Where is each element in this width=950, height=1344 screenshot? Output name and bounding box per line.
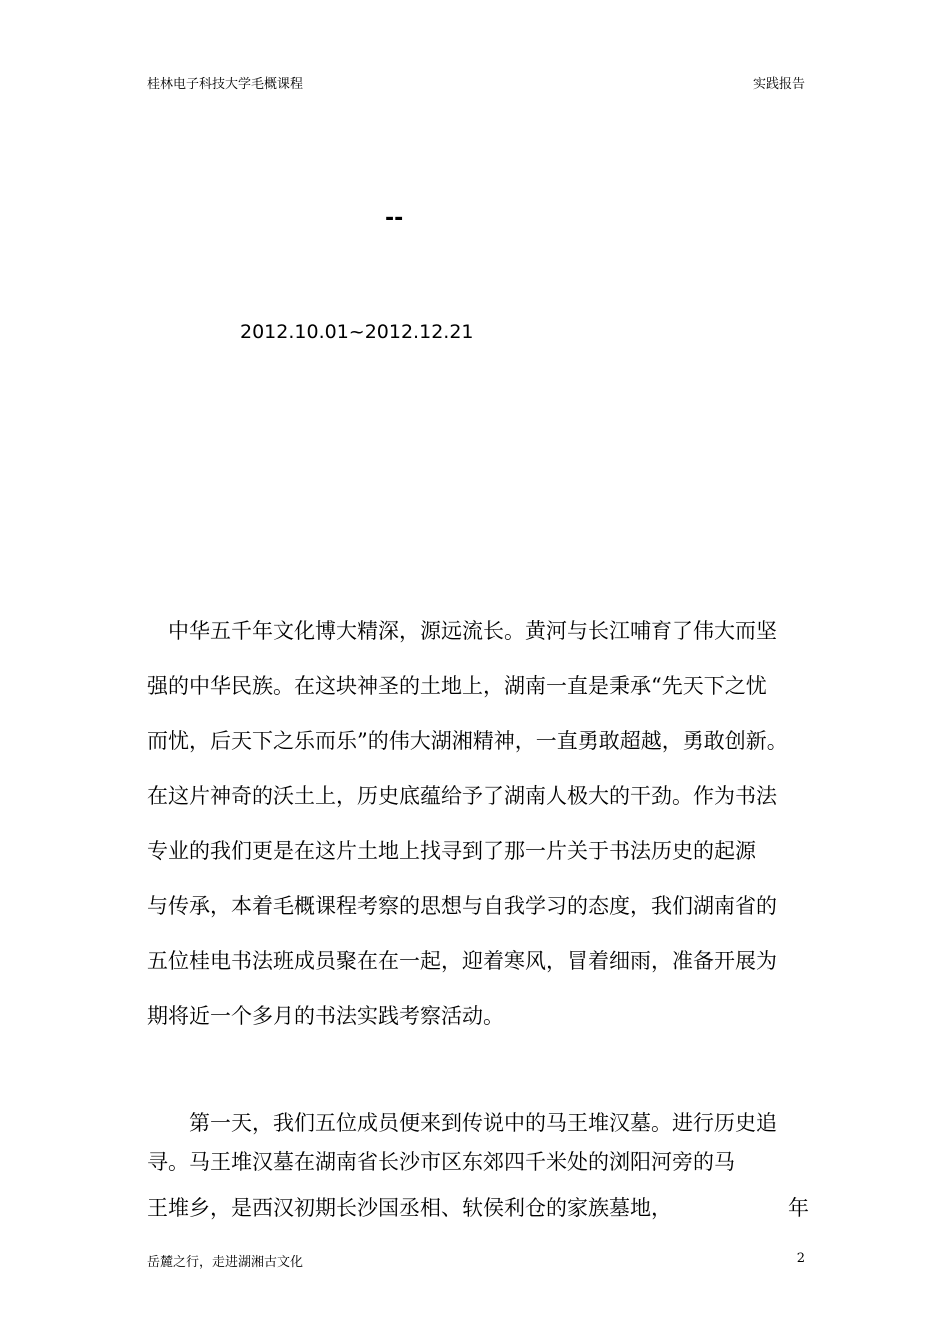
paragraph-line: 而忧，后天下之乐而乐”的伟大湖湘精神，一直勇敢超越，勇敢创新。 [147,729,788,753]
day-one-paragraph [147,1105,809,1233]
paragraph-line: 中华五千年文化博大精深，源远流长。黄河与长江哺育了伟大而坚 [168,619,777,643]
paragraph-line: 与传承，本着毛概课程考察的思想与自我学习的态度，我们湖南省的 [147,894,777,918]
page-number: 2 [796,1251,805,1266]
paragraph-line [147,1183,809,1233]
paragraph-line: 强的中华民族。在这块神圣的土地上，湖南一直是秉承“先天下之忧 [147,674,767,698]
paragraph-line: 第一天，我们五位成员便来到传说中的马王堆汉墓。进行历史追 [189,1111,777,1135]
date-range: 2012.10.01~2012.12.21 [240,321,474,343]
paragraph-line: 专业的我们更是在这片土地上找寻到了那一片关于书法历史的起源 [147,839,756,863]
paragraph-line-tail: 年 [788,1196,809,1220]
header-course-title: 桂林电子科技大学毛概课程 [147,77,304,92]
intro-paragraph [147,604,809,1044]
paragraph-line-text: 王堆乡，是西汉初期长沙国丞相、轪侯利仓的家族墓地， [147,1196,672,1220]
paragraph-line: 在这片神奇的沃土上，历史底蕴给予了湖南人极大的干劲。作为书法 [147,784,777,808]
title-mark: -- [385,206,404,231]
paragraph-line: 寻。马王堆汉墓在湖南省长沙市区东郊四千米处的浏阳河旁的马 [147,1150,735,1174]
header-report-type: 实践报告 [752,77,805,92]
paragraph-line: 五位桂电书法班成员聚在在一起，迎着寒风，冒着细雨，准备开展为 [147,949,777,973]
footer-subtitle: 岳麓之行，走进湖湘古文化 [147,1255,304,1270]
paragraph-line: 期将近一个多月的书法实践考察活动。 [147,1004,504,1028]
